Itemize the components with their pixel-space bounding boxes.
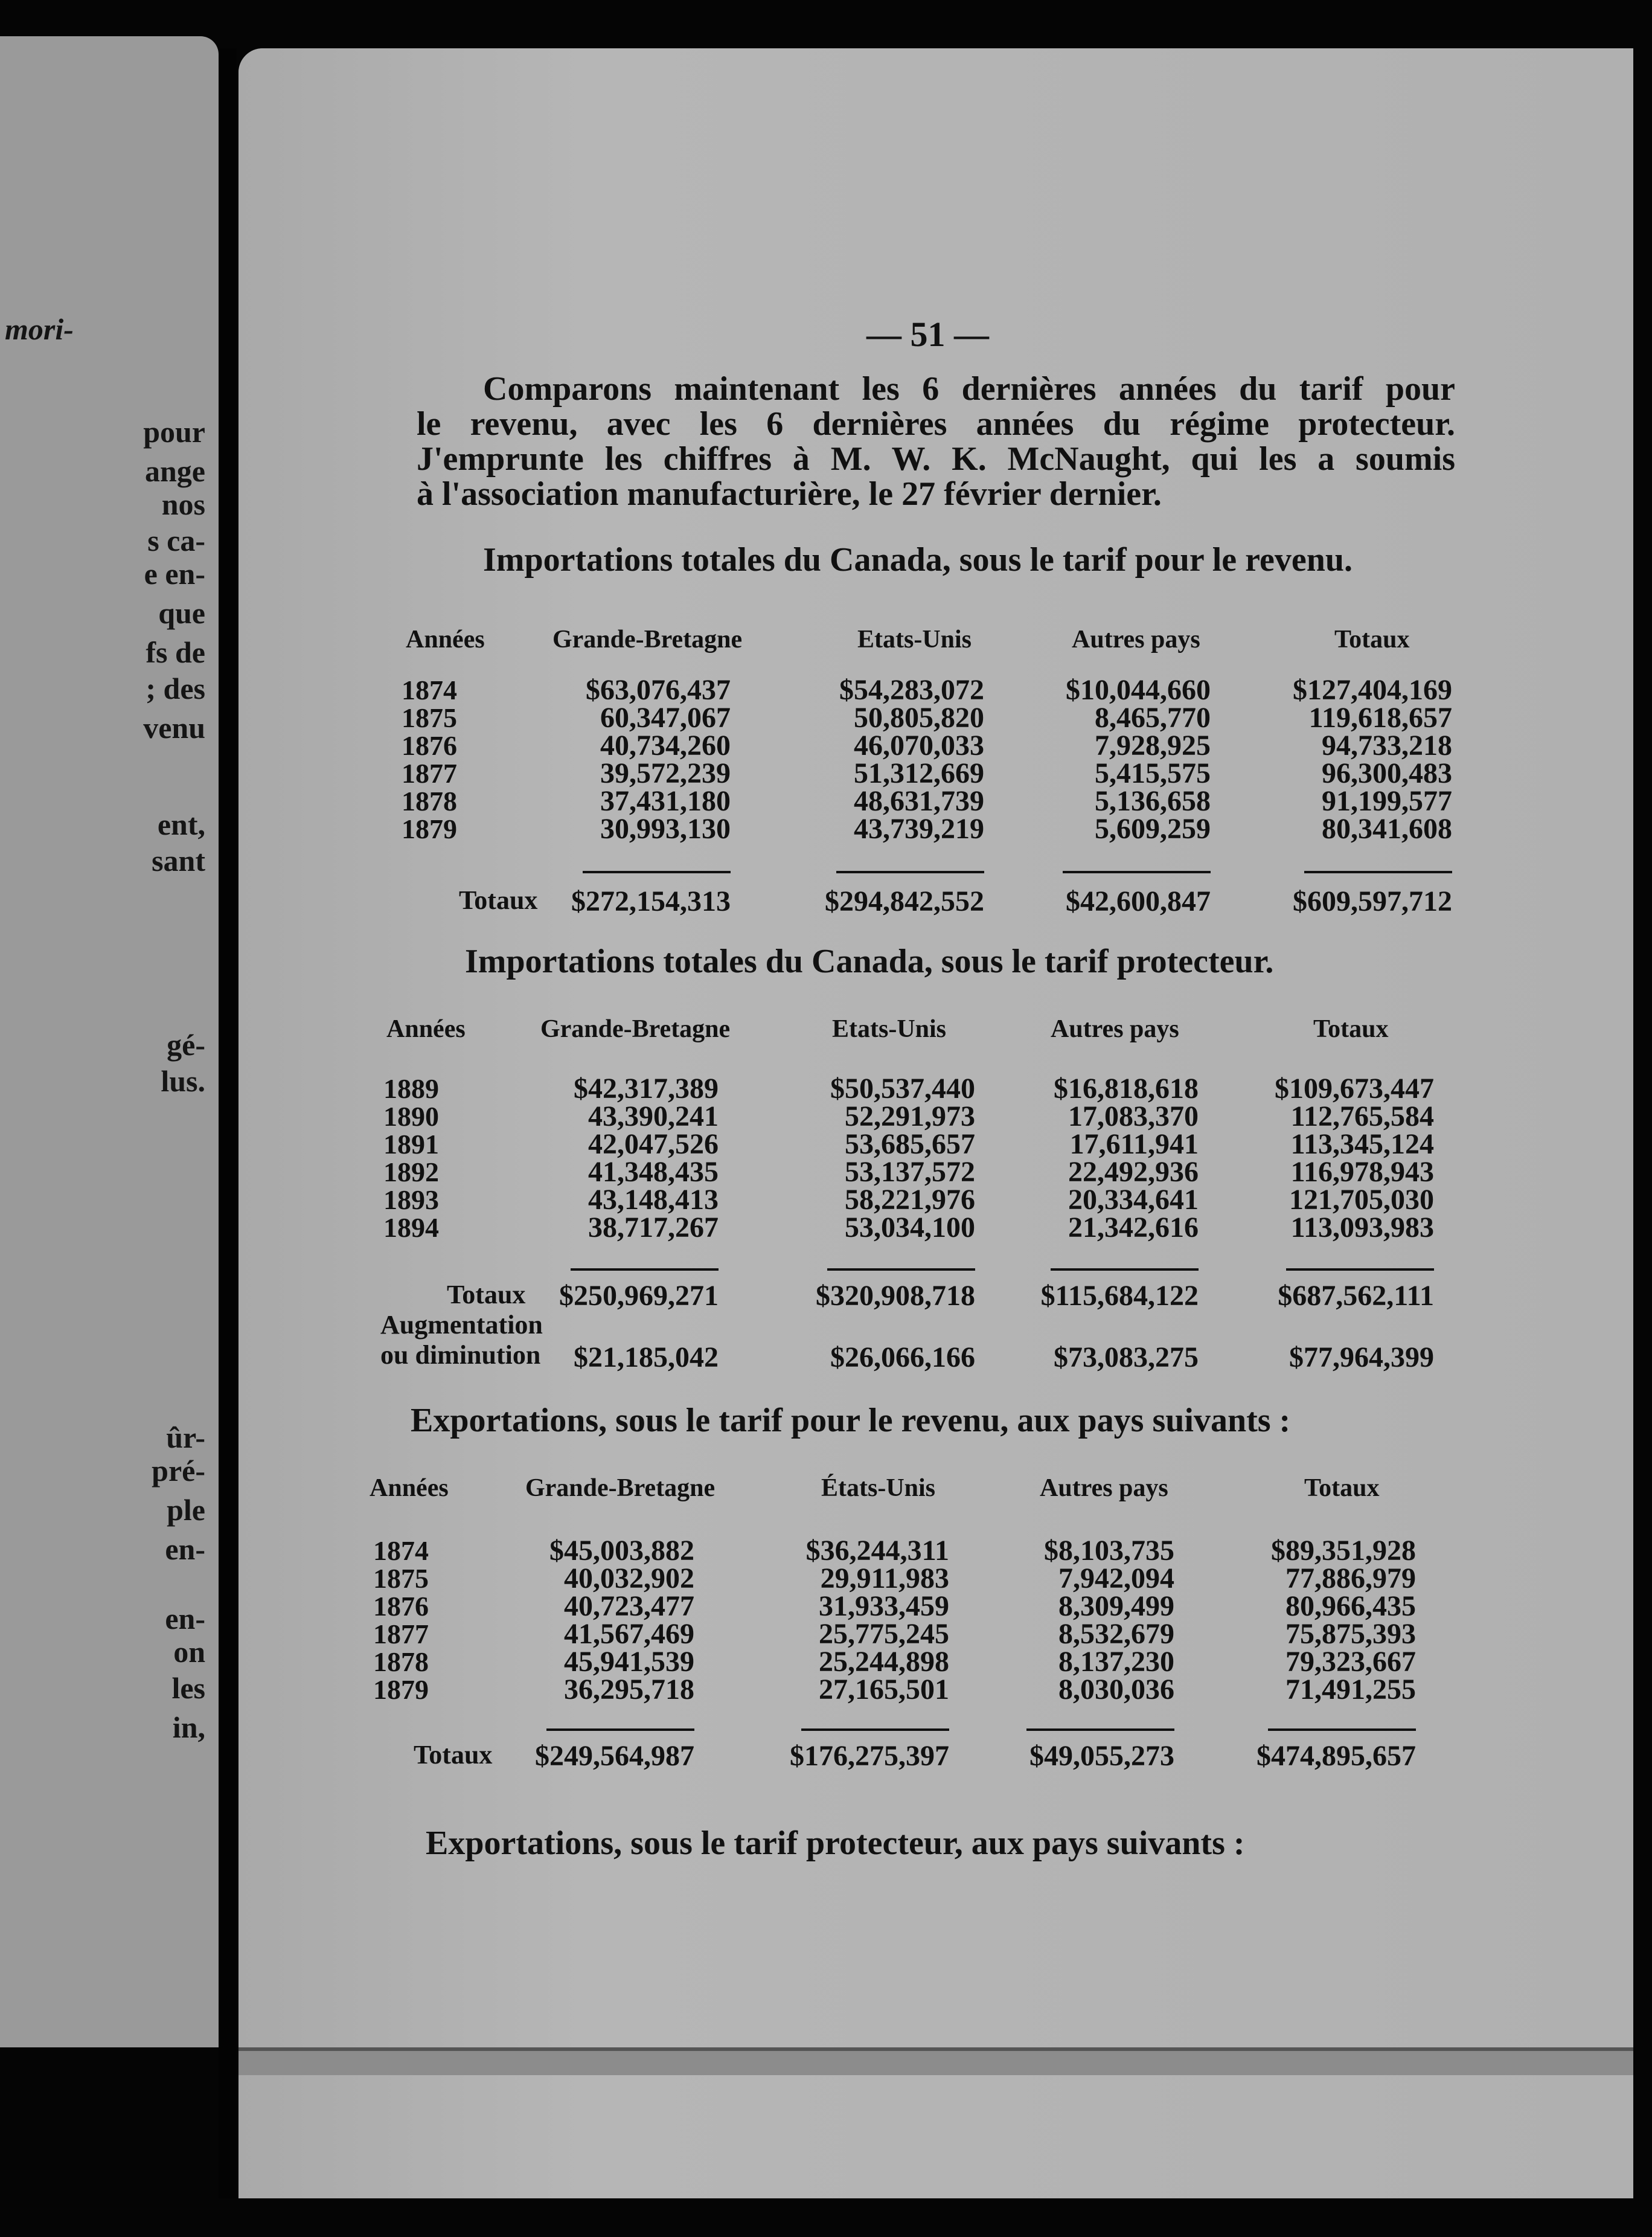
table-cell: 91,199,577	[1322, 785, 1452, 817]
table-cell: $10,044,660	[1066, 674, 1211, 706]
table-cell: $89,351,928	[1271, 1535, 1416, 1567]
change-label: ou diminution	[380, 1340, 541, 1370]
facing-page-fragment: mori-	[5, 312, 74, 346]
row-year: 1876	[373, 1591, 429, 1622]
column-header: Autres pays	[1051, 1015, 1179, 1043]
table-cell: 52,291,973	[845, 1100, 975, 1132]
total-value: $687,562,111	[1278, 1280, 1434, 1312]
table-cell: 113,345,124	[1290, 1128, 1434, 1160]
change-value: $77,964,399	[1289, 1341, 1434, 1373]
facing-page-fragment: que	[158, 596, 205, 630]
table-cell: 5,609,259	[1095, 813, 1211, 845]
total-value: $42,600,847	[1066, 885, 1211, 917]
column-header: Totaux	[1334, 626, 1410, 653]
table-cell: $63,076,437	[586, 674, 731, 706]
table-cell: 79,323,667	[1285, 1646, 1416, 1678]
table-cell: 53,137,572	[845, 1156, 975, 1188]
facing-page-fragment: les	[171, 1671, 205, 1705]
table-cell: 119,618,657	[1308, 702, 1452, 734]
total-value: $474,895,657	[1257, 1740, 1416, 1772]
change-value: $26,066,166	[830, 1341, 975, 1373]
table-cell: 8,532,679	[1058, 1618, 1174, 1650]
total-value: $176,275,397	[790, 1740, 949, 1772]
intro-line: J'emprunte les chiffres à M. W. K. McNaught, qui les a soumis	[417, 440, 1455, 478]
table-cell: 5,136,658	[1095, 785, 1211, 817]
table-cell: 53,685,657	[845, 1128, 975, 1160]
facing-page-fragment: gé-	[167, 1028, 205, 1062]
total-rule	[571, 1268, 719, 1271]
total-rule	[1063, 871, 1211, 873]
row-year: 1878	[402, 786, 457, 817]
table-cell: 116,978,943	[1290, 1156, 1434, 1188]
change-value: $73,083,275	[1054, 1341, 1199, 1373]
table-cell: 8,030,036	[1058, 1674, 1174, 1706]
facing-page-fragment: ; des	[146, 672, 205, 705]
row-year: 1891	[383, 1129, 439, 1160]
table-cell: 50,805,820	[854, 702, 984, 734]
table-cell: 40,723,477	[564, 1590, 694, 1622]
table-cell: 41,567,469	[564, 1618, 694, 1650]
total-rule	[801, 1728, 949, 1731]
row-year: 1879	[402, 814, 457, 844]
table-cell: $54,283,072	[839, 674, 984, 706]
facing-page-fragment: en-	[165, 1532, 205, 1566]
facing-page-fragment: sant	[152, 844, 205, 878]
book-gutter	[219, 48, 237, 2198]
table-cell: 27,165,501	[819, 1674, 949, 1706]
column-header: Grande-Bretagne	[540, 1015, 731, 1043]
row-year: 1874	[402, 675, 457, 705]
table-cell: 40,032,902	[564, 1562, 694, 1594]
facing-page-fragment: pré-	[152, 1454, 205, 1488]
table-cell: 43,148,413	[588, 1184, 719, 1216]
totals-label: Totaux	[459, 885, 538, 915]
table-cell: 80,966,435	[1285, 1590, 1416, 1622]
table-cell: 7,928,925	[1095, 730, 1211, 762]
column-header: Autres pays	[1072, 626, 1200, 653]
total-rule	[1051, 1268, 1199, 1271]
column-header: Années	[406, 626, 485, 653]
table-cell: 5,415,575	[1095, 757, 1211, 789]
total-rule	[836, 871, 984, 873]
column-header: Grande-Bretagne	[552, 626, 743, 653]
intro-paragraph	[417, 371, 1455, 512]
table-cell: $45,003,882	[549, 1535, 694, 1567]
column-header: Totaux	[1313, 1015, 1389, 1043]
table-cell: 25,244,898	[819, 1646, 949, 1678]
facing-page-fragment: ple	[167, 1493, 205, 1527]
row-year: 1875	[402, 702, 457, 733]
table-title: Importations totales du Canada, sous le tarif protecteur.	[465, 943, 1274, 980]
table-cell: $42,317,389	[574, 1073, 719, 1105]
intro-line: Comparons maintenant les 6 dernières années du tarif pour	[483, 370, 1455, 408]
table-cell: 80,341,608	[1322, 813, 1452, 845]
total-rule	[1286, 1268, 1434, 1271]
table-cell: 30,993,130	[600, 813, 731, 845]
facing-page-fragment: ange	[145, 454, 205, 488]
row-year: 1878	[373, 1646, 429, 1677]
table-cell: 37,431,180	[600, 785, 731, 817]
table-cell: 8,309,499	[1058, 1590, 1174, 1622]
column-header: Années	[370, 1474, 449, 1502]
table-cell: 38,717,267	[588, 1212, 719, 1244]
table-title: Importations totales du Canada, sous le tarif pour le revenu.	[483, 541, 1353, 579]
change-label: Augmentation	[380, 1310, 543, 1340]
column-header: Etats-Unis	[832, 1015, 947, 1043]
table-cell: 121,705,030	[1289, 1184, 1434, 1216]
table-cell: 21,342,616	[1068, 1212, 1199, 1244]
totals-label: Totaux	[414, 1740, 493, 1770]
column-header: Années	[386, 1015, 466, 1043]
total-rule	[827, 1268, 975, 1271]
change-value: $21,185,042	[574, 1341, 719, 1373]
table-cell: 51,312,669	[854, 757, 984, 789]
facing-page-fragment: en-	[165, 1602, 205, 1635]
column-header: Grande-Bretagne	[525, 1474, 716, 1502]
table-cell: 42,047,526	[588, 1128, 719, 1160]
total-value: $272,154,313	[571, 885, 731, 917]
row-year: 1892	[383, 1157, 439, 1187]
facing-page-fragment: pour	[143, 415, 205, 449]
facing-page-fragment: s ca-	[147, 524, 205, 557]
table-cell: 46,070,033	[854, 730, 984, 762]
table-cell: $109,673,447	[1275, 1073, 1434, 1105]
table-cell: 25,775,245	[819, 1618, 949, 1650]
table-cell: $8,103,735	[1044, 1535, 1174, 1567]
row-year: 1893	[383, 1184, 439, 1215]
table-cell: 48,631,739	[854, 785, 984, 817]
table-cell: 53,034,100	[845, 1212, 975, 1244]
row-year: 1879	[373, 1674, 429, 1705]
total-rule	[546, 1728, 694, 1731]
totals-label: Totaux	[447, 1280, 526, 1309]
facing-page-fragment: ent,	[157, 807, 205, 841]
table-cell: 60,347,067	[600, 702, 731, 734]
facing-page-fragment: lus.	[161, 1064, 205, 1098]
total-value: $320,908,718	[816, 1280, 975, 1312]
table-cell: 43,739,219	[854, 813, 984, 845]
table-cell: 8,137,230	[1058, 1646, 1174, 1678]
page-bottom-edge	[239, 2047, 1633, 2075]
facing-page-fragment: e en-	[144, 557, 205, 591]
table-cell: 17,083,370	[1068, 1100, 1199, 1132]
total-rule	[1304, 871, 1452, 873]
table-cell: 8,465,770	[1095, 702, 1211, 734]
row-year: 1877	[373, 1619, 429, 1649]
total-value: $49,055,273	[1029, 1740, 1174, 1772]
table-cell: 94,733,218	[1322, 730, 1452, 762]
facing-page-fragment: ûr-	[166, 1420, 205, 1454]
table-cell: 29,911,983	[820, 1562, 949, 1594]
table-cell: 58,221,976	[845, 1184, 975, 1216]
table-cell: 71,491,255	[1285, 1674, 1416, 1706]
table-title: Exportations, sous le tarif pour le revenu, aux pays suivants :	[411, 1402, 1291, 1439]
column-header: Etats-Unis	[857, 626, 972, 653]
table-cell: 36,295,718	[564, 1674, 694, 1706]
row-year: 1877	[402, 758, 457, 789]
row-year: 1876	[402, 730, 457, 761]
row-year: 1894	[383, 1212, 439, 1243]
column-header: États-Unis	[821, 1474, 936, 1502]
table-cell: 75,875,393	[1285, 1618, 1416, 1650]
row-year: 1874	[373, 1535, 429, 1566]
intro-line: à l'association manufacturière, le 27 février dernier.	[417, 475, 1162, 513]
closing-heading: Exportations, sous le tarif protecteur, aux pays suivants :	[426, 1825, 1245, 1862]
total-value: $249,564,987	[535, 1740, 694, 1772]
total-rule	[583, 871, 731, 873]
facing-page-fragment: nos	[161, 487, 205, 521]
table-cell: $50,537,440	[830, 1073, 975, 1105]
total-rule	[1268, 1728, 1416, 1731]
row-year: 1875	[373, 1563, 429, 1594]
intro-line: le revenu, avec les 6 dernières années du régime protecteur.	[417, 405, 1455, 443]
total-rule	[1026, 1728, 1174, 1731]
row-year: 1889	[383, 1073, 439, 1104]
total-value: $609,597,712	[1293, 885, 1452, 917]
facing-page-fragment: fs de	[146, 635, 205, 669]
table-cell: 43,390,241	[588, 1100, 719, 1132]
total-value: $294,842,552	[825, 885, 984, 917]
table-cell: 77,886,979	[1285, 1562, 1416, 1594]
table-cell: 45,941,539	[564, 1646, 694, 1678]
table-cell: 41,348,435	[588, 1156, 719, 1188]
facing-page-fragment: on	[173, 1635, 205, 1669]
row-year: 1890	[383, 1101, 439, 1132]
table-cell: $127,404,169	[1293, 674, 1452, 706]
column-header: Autres pays	[1040, 1474, 1168, 1502]
facing-page-fragment: venu	[143, 711, 205, 745]
facing-page	[0, 36, 219, 2047]
table-cell: 31,933,459	[819, 1590, 949, 1622]
table-cell: $16,818,618	[1054, 1073, 1199, 1105]
table-cell: $36,244,311	[805, 1535, 949, 1567]
table-cell: 39,572,239	[600, 757, 731, 789]
table-cell: 40,734,260	[600, 730, 731, 762]
table-cell: 7,942,094	[1058, 1562, 1174, 1594]
table-cell: 17,611,941	[1069, 1128, 1199, 1160]
page-number: — 51 —	[866, 315, 989, 354]
column-header: Totaux	[1304, 1474, 1380, 1502]
total-value: $115,684,122	[1040, 1280, 1199, 1312]
table-cell: 20,334,641	[1068, 1184, 1199, 1216]
table-cell: 22,492,936	[1068, 1156, 1199, 1188]
table-cell: 112,765,584	[1290, 1100, 1434, 1132]
table-cell: 96,300,483	[1322, 757, 1452, 789]
table-cell: 113,093,983	[1290, 1212, 1434, 1244]
total-value: $250,969,271	[559, 1280, 719, 1312]
facing-page-fragment: in,	[172, 1710, 205, 1744]
